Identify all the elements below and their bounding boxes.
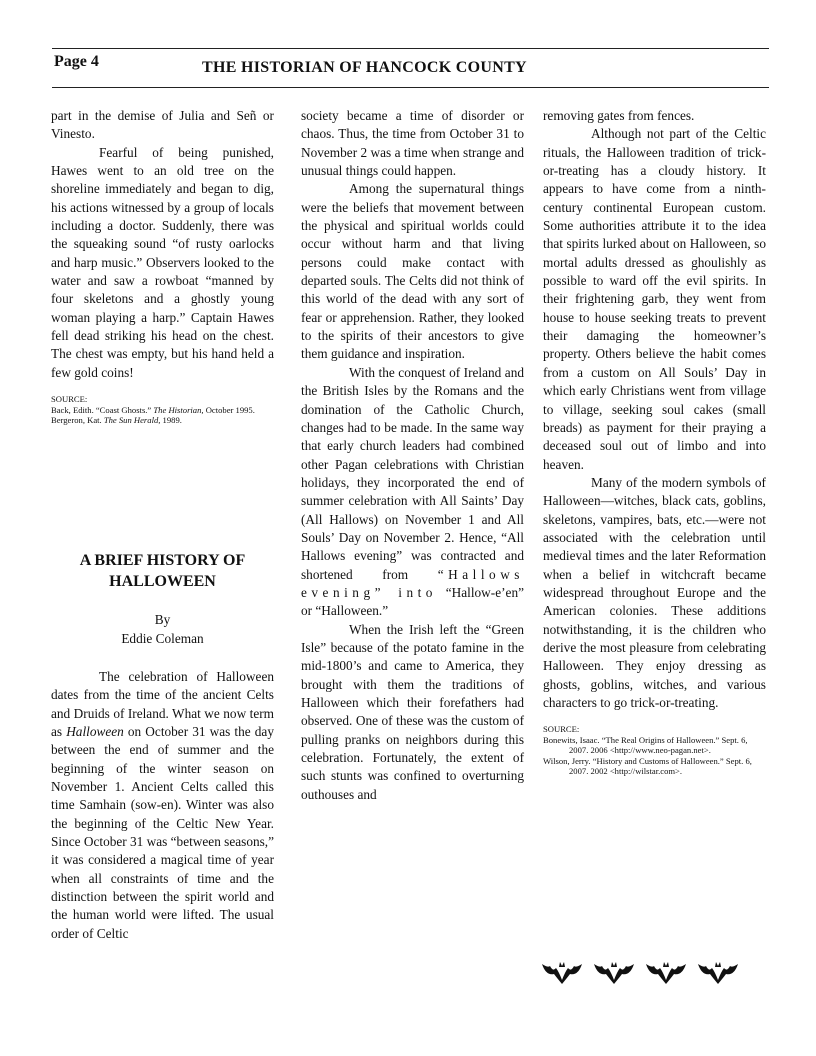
column-3 <box>543 107 766 777</box>
paragraph: Many of the modern symbols of Halloween—witches, black cats, goblins, skeletons, vampires, bats, etc.—were not associated with the celebration until medieval times and the later Reformation when a belief in witchcraft became widespread throughout Europe and the American colonies. These additions notwithstanding, it is the children who derive the most pleasure from celebrating Halloween. They enjoy dressing as ghosts, goblins, witches, and various characters to go trick-or-treating. <box>543 474 766 710</box>
publication-title: THE HISTORIAN OF HANCOCK COUNTY <box>202 59 527 76</box>
page-number: Page 4 <box>54 53 99 70</box>
bat-icon <box>540 958 584 986</box>
bat-icon <box>644 958 688 986</box>
paragraph: The celebration of Halloween dates from the time of the ancient Celts and Druids of Ireland. What we now term as Halloween on October 31 was the day between the end of summer and the beginning of the winter season on November 1. Ancient Celts called this time Samhain (sow-en). Winter was also the beginning of the Celtic New Year. Since October 31 was “between seasons,” it was considered a magical time of year when all constraints of time and the distinction between the spirit world and the human world were lifted. The usual order of Celtic <box>51 669 275 941</box>
column-1-article-start <box>51 668 274 943</box>
source-entry: Bergeron, Kat. The Sun Herald, 1989. <box>51 415 182 426</box>
source-label: SOURCE: <box>51 394 88 405</box>
byline <box>51 610 274 648</box>
paragraph: With the conquest of Ireland and the British Isles by the Romans and the domination of the Catholic Church, changes had to be made. In the same way that early church leaders had combined other Pagan celebrations with Christian holidays, they incorporated the end of summer celebration with All Saints’ Day (All Hallows) on November 1 and All Souls’ Day on November 2. Hence, “All Hallows evening” was contracted and shortened from “Hallows evening” into “Hallow-e’en” or “Halloween.” <box>301 364 524 619</box>
bat-icon <box>696 958 740 986</box>
paragraph: society became a time of disorder or chaos. Thus, the time from October 31 to November 2 was a time when strange and unusual things could happen. <box>301 108 524 179</box>
column-2 <box>301 107 524 804</box>
paragraph: part in the demise of Julia and Señ or Vinesto. <box>51 108 274 142</box>
sources-block <box>543 724 766 777</box>
bat-decoration <box>540 958 740 988</box>
paragraph: Fearful of being punished, Hawes went to an old tree on the shoreline immediately and began to dig, his actions witnessed by a group of locals including a doctor. Suddenly, there was the squeaking sound “of rusty oarlocks and harp music.” Observers looked to the water and saw a rowboat “manned by four skeletons and a ghostly young woman playing a harp.” Captain Hawes fell dead striking his head on the chest. The chest was empty, but his hand held a few gold coins! <box>51 144 274 380</box>
byline-by: By <box>154 612 171 627</box>
bat-icon <box>592 958 636 986</box>
sources-block <box>51 394 274 426</box>
column-1-previous-story <box>51 107 274 426</box>
source-entry: Back, Edith. “Coast Ghosts.” The Historian, October 1995. <box>51 404 255 415</box>
paragraph: Among the supernatural things were the beliefs that movement between the physical and spiritual worlds could occur without harm and that living persons could make contact with departed souls. The Celts did not think of this world of the dead with any sort of fear or apprehension. Rather, they looked to the spirits of their ancestors to give them guidance and inspiration. <box>301 181 524 362</box>
paragraph: When the Irish left the “Green Isle” because of the potato famine in the mid-1800’s and came to America, they brought with them the traditions of Halloween which their forefathers had observed. One of these was the custom of pulling pranks on neighbors during this celebration. Fortunately, the extent of such stunts was confined to overturning outhouses and <box>301 621 524 802</box>
paragraph: Although not part of the Celtic rituals, the Halloween tradition of trick-or-treating has a cloudy history. It appears to have come from a ninth-century continental European custom. Some authorities attribute it to the idea that spirits lurked about on Halloween, so mortal adults dressed as ghoulishly as possible to ward off the evil spirits. In their frightening garb, they went from house to house seeking treats to prevent their damaging the homeowner’s property. Others believe the habit comes from a custom on All Souls’ Day in which early Christians went from village to village, seeking soul cakes (small breads) as payment for their praying a deceased soul out of limbo and into heaven. <box>543 126 766 472</box>
byline-author: Eddie Coleman <box>121 631 204 646</box>
page-header <box>52 48 769 88</box>
paragraph: removing gates from fences. <box>543 108 695 123</box>
source-entry: Bonewits, Isaac. “The Real Origins of Halloween.” Sept. 6, 2007. 2006 <http://www.neo-pagan.net>. <box>543 734 748 756</box>
source-entry: Wilson, Jerry. “History and Customs of Halloween.” Sept. 6, 2007. 2002 <http://wilstar.com>. <box>543 755 752 777</box>
source-label: SOURCE: <box>543 724 580 735</box>
article-title: A BRIEF HISTORY OF HALLOWEEN <box>79 552 246 590</box>
